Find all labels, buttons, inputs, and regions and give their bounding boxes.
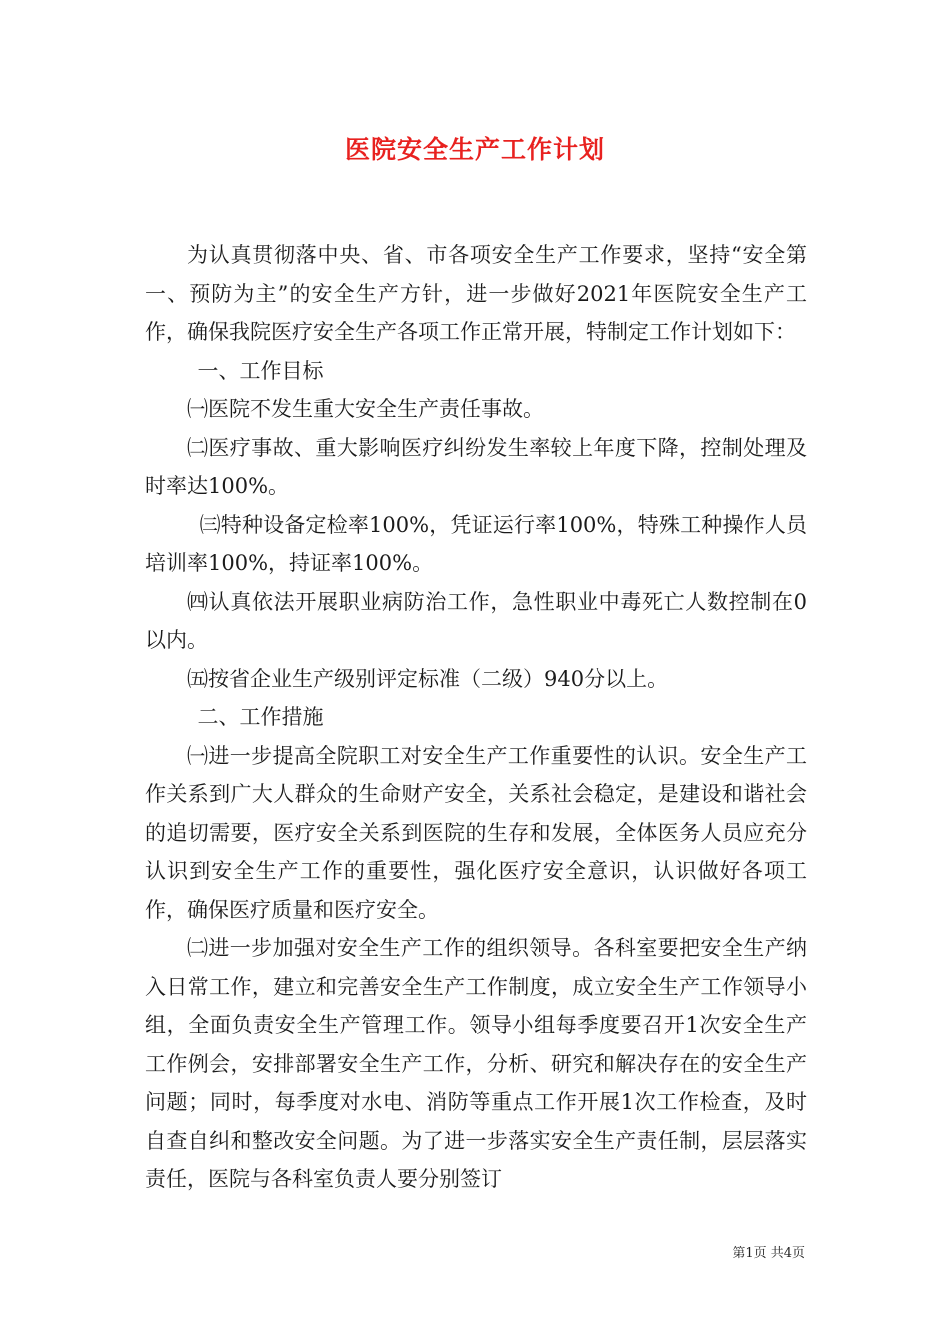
page-number: 第1页 共4页: [732, 1246, 805, 1261]
section-heading-goals: 一、工作目标: [197, 358, 324, 383]
goal-item-3: ㈢特种设备定检率100%，凭证运行率100%，特殊工种操作人员培训率100%，持证率100%。: [145, 512, 807, 575]
goal-item-4: ㈣认真依法开展职业病防治工作，急性职业中毒死亡人数控制在0以内。: [145, 589, 807, 652]
document-title: 医院安全生产工作计划: [344, 135, 605, 164]
section-heading-measures: 二、工作措施: [197, 705, 324, 729]
goal-item-2: ㈡医疗事故、重大影响医疗纠纷发生率较上年度下降，控制处理及时率达100%。: [145, 435, 807, 498]
measure-item-2: ㈡进一步加强对安全生产工作的组织领导。各科室要把安全生产纳入日常工作，建立和完善安全生产工作制度，成立安全生产工作领导小组，全面负责安全生产管理工作。领导小组每季度要召开1次安全生产工作例会，安排部署安全生产工作，分析、研究和解决存在的安全生产问题；同时，每季度对水电、消防等重点工作开展1次工作检查，及时自查自纠和整改安全问题。为了进一步落实安全生产责任制，层层落实责任，医院与各科室负责人要分别签订: [145, 936, 807, 1191]
document-body: [145, 236, 807, 1199]
goal-item-1: ㈠医院不发生重大安全生产责任事故。: [187, 397, 544, 421]
goal-item-5: ㈤按省企业生产级别评定标准（二级）940分以上。: [187, 666, 669, 691]
intro-paragraph: 为认真贯彻落中央、省、市各项安全生产工作要求，坚持“安全第一、预防为主”的安全生产方针，进一步做好2021年医院安全生产工作，确保我院医疗安全生产各项工作正常开展，特制定工作计划如下：: [145, 243, 807, 344]
measure-item-1: ㈠进一步提高全院职工对安全生产工作重要性的认识。安全生产工作关系到广大人群众的生命财产安全，关系社会稳定，是建设和谐社会的追切需要，医疗安全关系到医院的生存和发展，全体医务人员应充分认识到安全生产工作的重要性，强化医疗安全意识，认识做好各项工作，确保医疗质量和医疗安全。: [145, 743, 807, 922]
